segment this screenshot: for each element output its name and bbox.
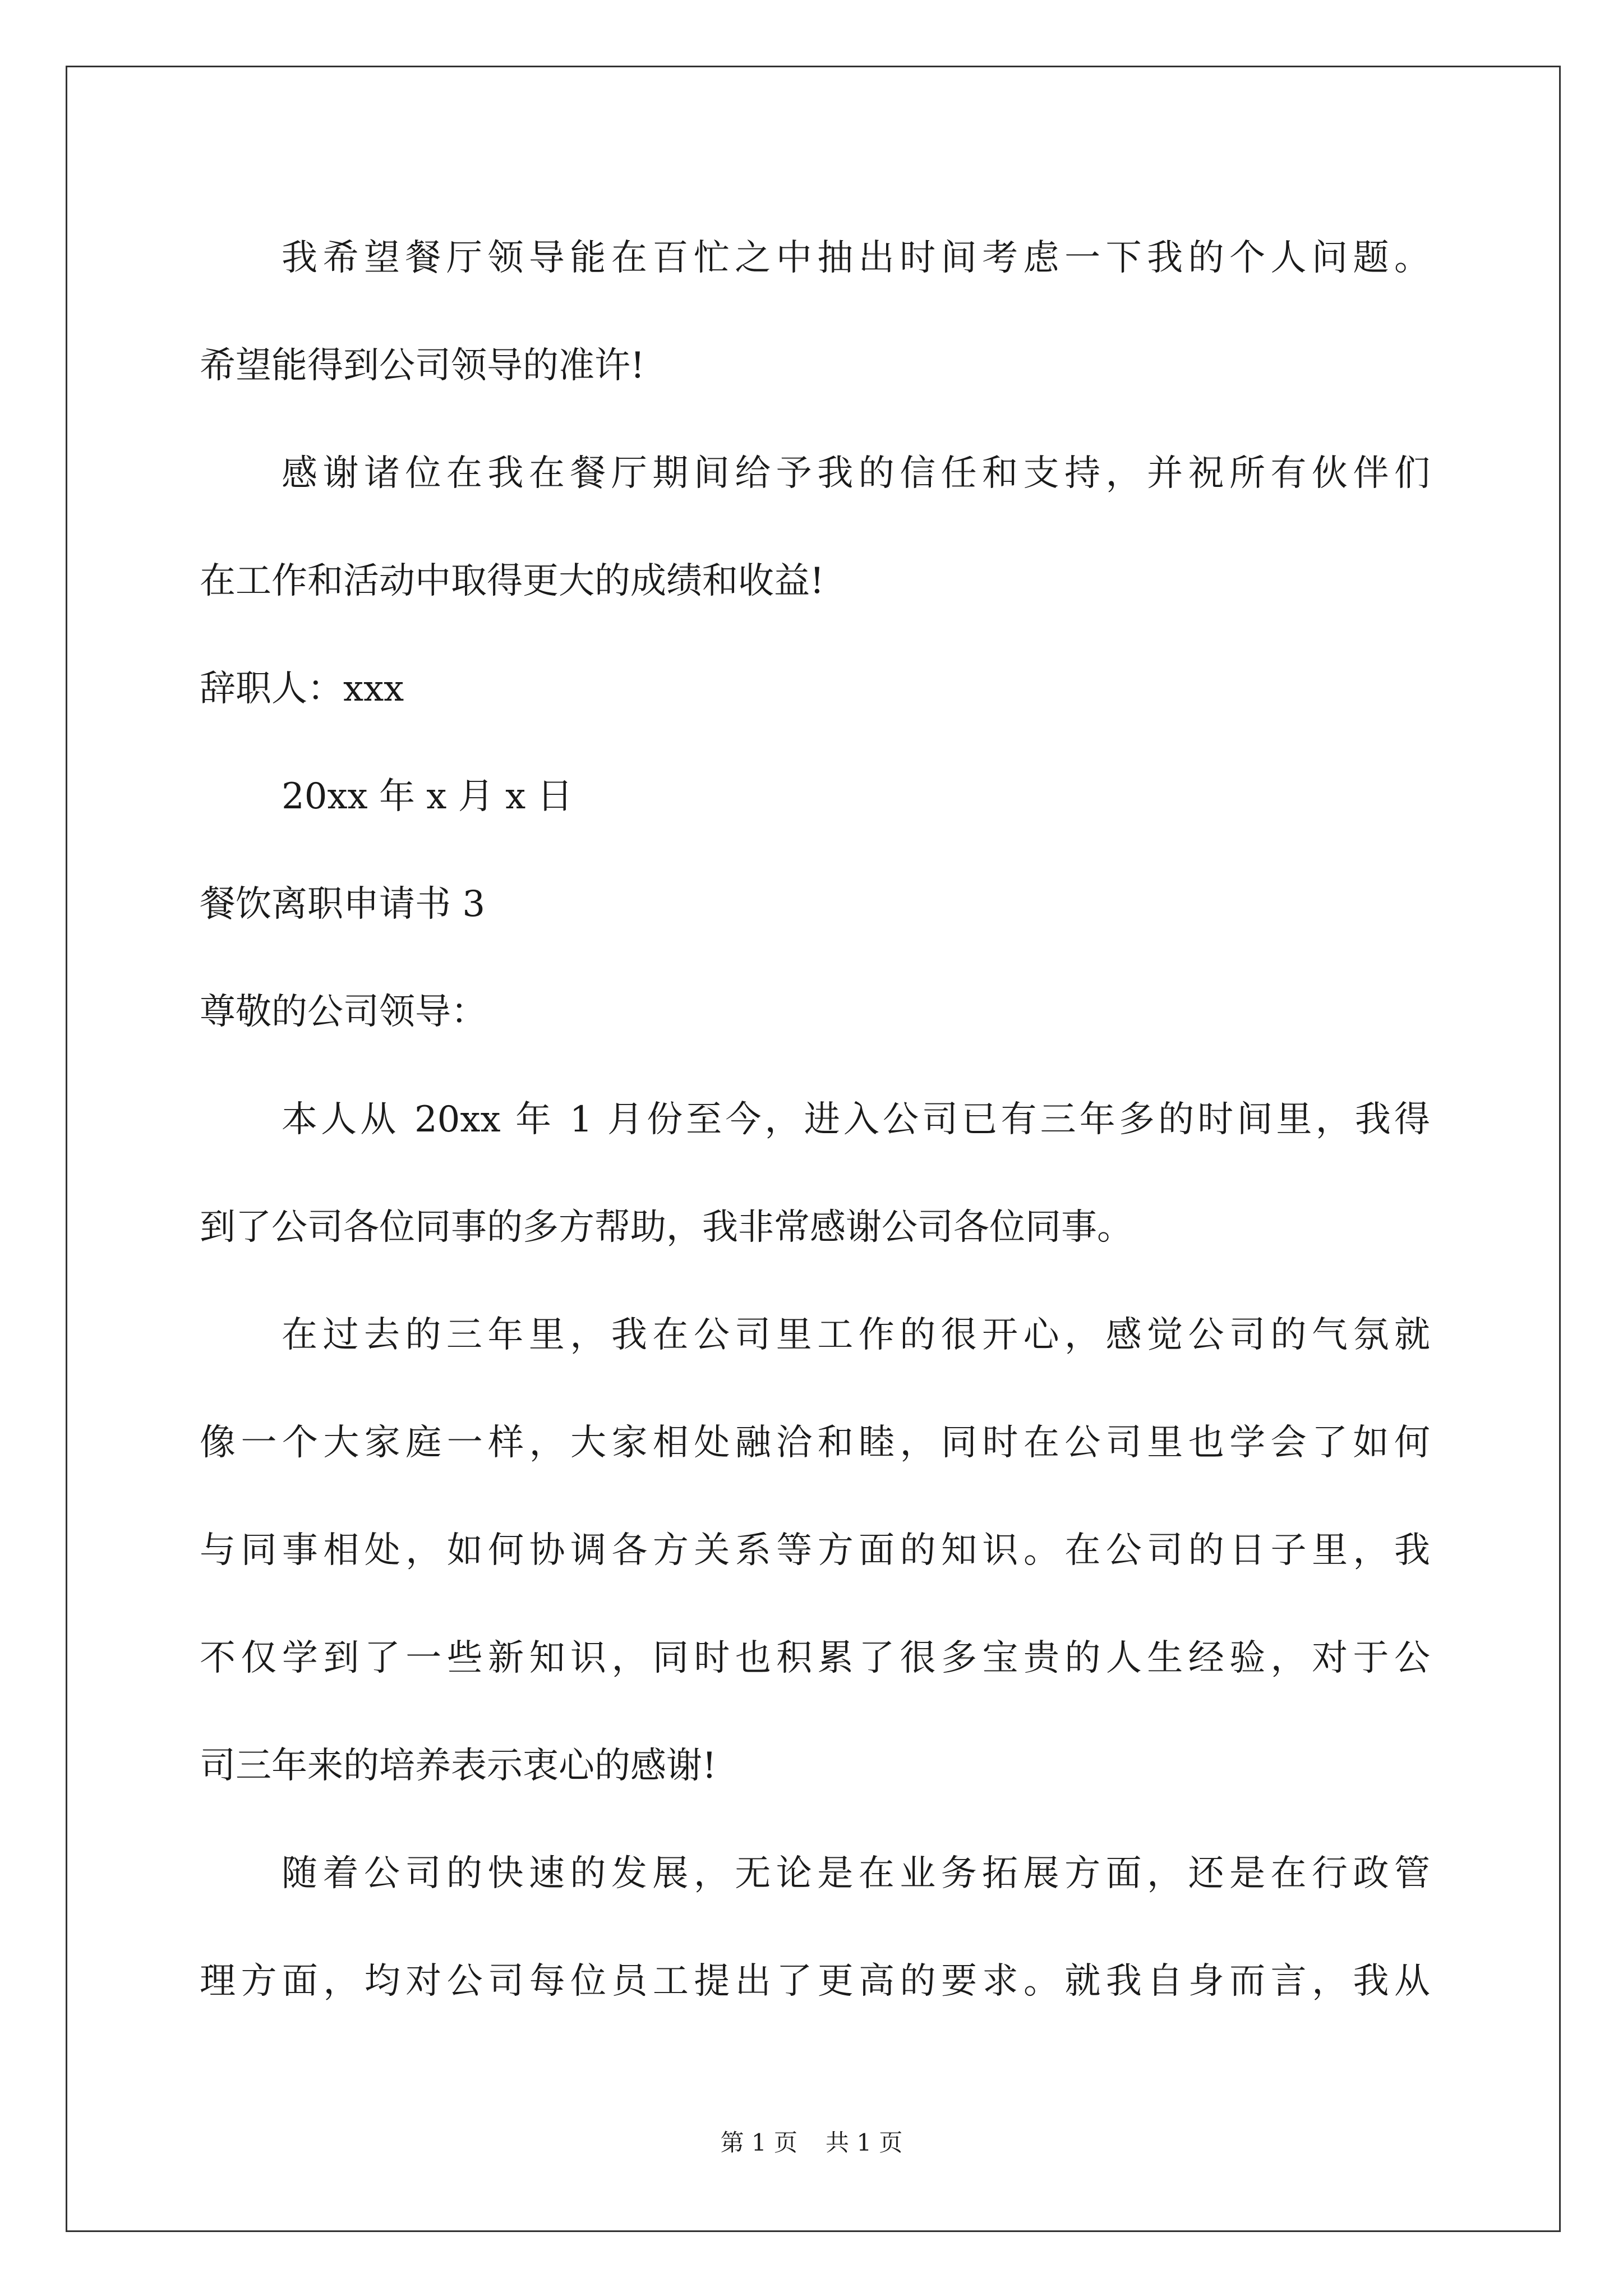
paragraph-line: 随着公司的快速的发展，无论是在业务拓展方面，还是在行政管: [282, 1853, 1430, 1894]
paragraph-line: 与同事相处，如何协调各方关系等方面的知识。在公司的日子里，我: [200, 1530, 1430, 1571]
paragraph-line: 希望能得到公司领导的准许!: [200, 345, 645, 386]
section-title: 餐饮离职申请书 3: [200, 884, 486, 925]
document-body: [200, 204, 1430, 2035]
paragraph-line: 像一个大家庭一样，大家相处融洽和睦，同时在公司里也学会了如何: [200, 1422, 1430, 1464]
paragraph-line: 本人从 20xx 年 1 月份至今，进入公司已有三年多的时间里，我得: [282, 1099, 1430, 1140]
page-footer: [0, 2126, 1623, 2160]
paragraph-line: 不仅学到了一些新知识，同时也积累了很多宝贵的人生经验，对于公: [200, 1637, 1430, 1679]
paragraph-line: 感谢诸位在我在餐厅期间给予我的信任和支持，并祝所有伙伴们: [282, 453, 1430, 494]
paragraph-line: 司三年来的培养表示衷心的感谢!: [200, 1745, 717, 1787]
signature-line: 辞职人：xxx: [200, 668, 404, 710]
paragraph-line: 我希望餐厅领导能在百忙之中抽出时间考虑一下我的个人问题。: [282, 237, 1430, 279]
salutation: 尊敬的公司领导：: [200, 991, 487, 1033]
paragraph-line: 到了公司各位同事的多方帮助，我非常感谢公司各位同事。: [200, 1207, 1133, 1248]
page-total: 共 1 页: [826, 2129, 903, 2156]
paragraph-line: 理方面，均对公司每位员工提出了更高的要求。就我自身而言，我从: [200, 1961, 1430, 2002]
date-line: 20xx 年 x 月 x 日: [282, 776, 573, 817]
paragraph-line: 在工作和活动中取得更大的成绩和收益!: [200, 560, 824, 602]
page-number: 第 1 页: [720, 2129, 797, 2156]
paragraph-line: 在过去的三年里，我在公司里工作的很开心，感觉公司的气氛就: [282, 1314, 1430, 1356]
